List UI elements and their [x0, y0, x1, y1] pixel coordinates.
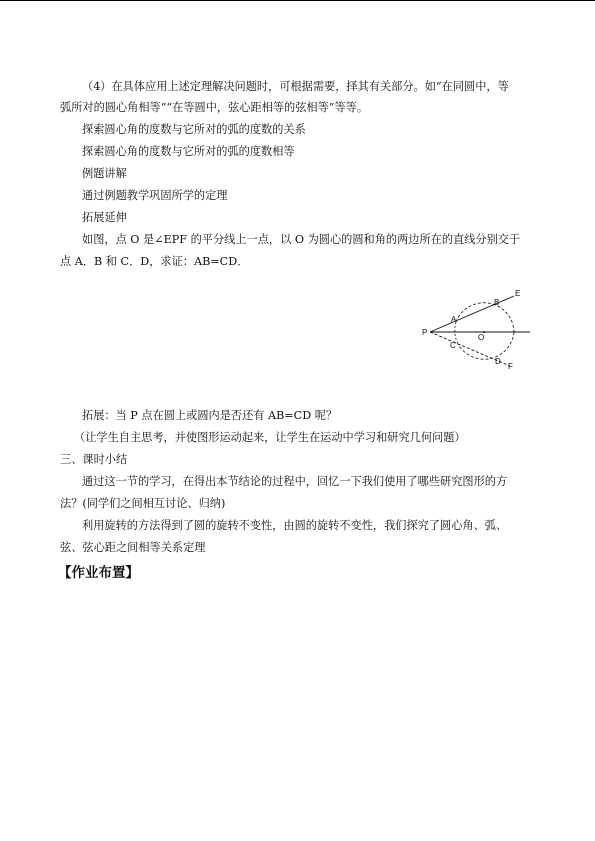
paragraph-1-line-2: 弧所对的圆心角相等”“在等圆中，弦心距相等的弦相等”等等。 [60, 101, 369, 114]
label-e: E [515, 289, 521, 298]
label-p: P [422, 328, 428, 337]
problem-line-2: 点 A．B 和 C．D，求证：AB=CD． [60, 255, 249, 268]
label-a: A [451, 315, 457, 324]
summary-line-3: 利用旋转的方法得到了圆的旋转不变性，由圆的旋转不变性，我们探究了圆心角、弧、 [82, 519, 508, 532]
example-purpose: 通过例题教学巩固所学的定理 [82, 189, 228, 202]
section-summary-title: 三、课时小结 [60, 453, 128, 466]
summary-line-2: 法？(同学们之间相互讨论、归纳) [60, 497, 226, 510]
subtopic-relation: 探索圆心角的度数与它所对的弧的度数的关系 [82, 123, 306, 136]
label-d: D [495, 357, 501, 366]
circle-lower-arc [458, 332, 514, 359]
summary-line-1: 通过这一节的学习，在得出本节结论的过程中，回忆一下我们使用了哪些研究图形的方 [82, 475, 508, 488]
ray-pe [430, 296, 514, 332]
top-border-line [0, 0, 595, 1]
homework-heading: 【作业布置】 [58, 565, 139, 581]
paragraph-1-line-1: （4）在具体应用上述定理解决问题时，可根据需要，择其有关部分。如“在同圆中，等 [82, 80, 509, 93]
section-extension-title: 拓展延伸 [82, 211, 127, 224]
subtopic-equality: 探索圆心角的度数与它所对的弧的度数相等 [82, 145, 295, 158]
geometry-figure [418, 286, 534, 372]
summary-line-4: 弦、弦心距之间相等关系定理 [60, 541, 206, 554]
problem-line-1: 如图，点 O 是∠EPF 的平分线上一点，以 O 为圆心的圆和角的两边所在的直线分别交于 [82, 233, 521, 246]
label-o: O [478, 333, 485, 342]
section-example-title: 例题讲解 [82, 167, 127, 180]
label-c: C [450, 341, 456, 350]
extension-note: （让学生自主思考，并使图形运动起来，让学生在运动中学习和研究几何问题） [74, 431, 466, 444]
extension-question: 拓展：当 P 点在圆上或圆内是否还有 AB=CD 呢？ [82, 409, 338, 422]
label-f: F [508, 362, 513, 371]
label-b: B [494, 298, 500, 307]
